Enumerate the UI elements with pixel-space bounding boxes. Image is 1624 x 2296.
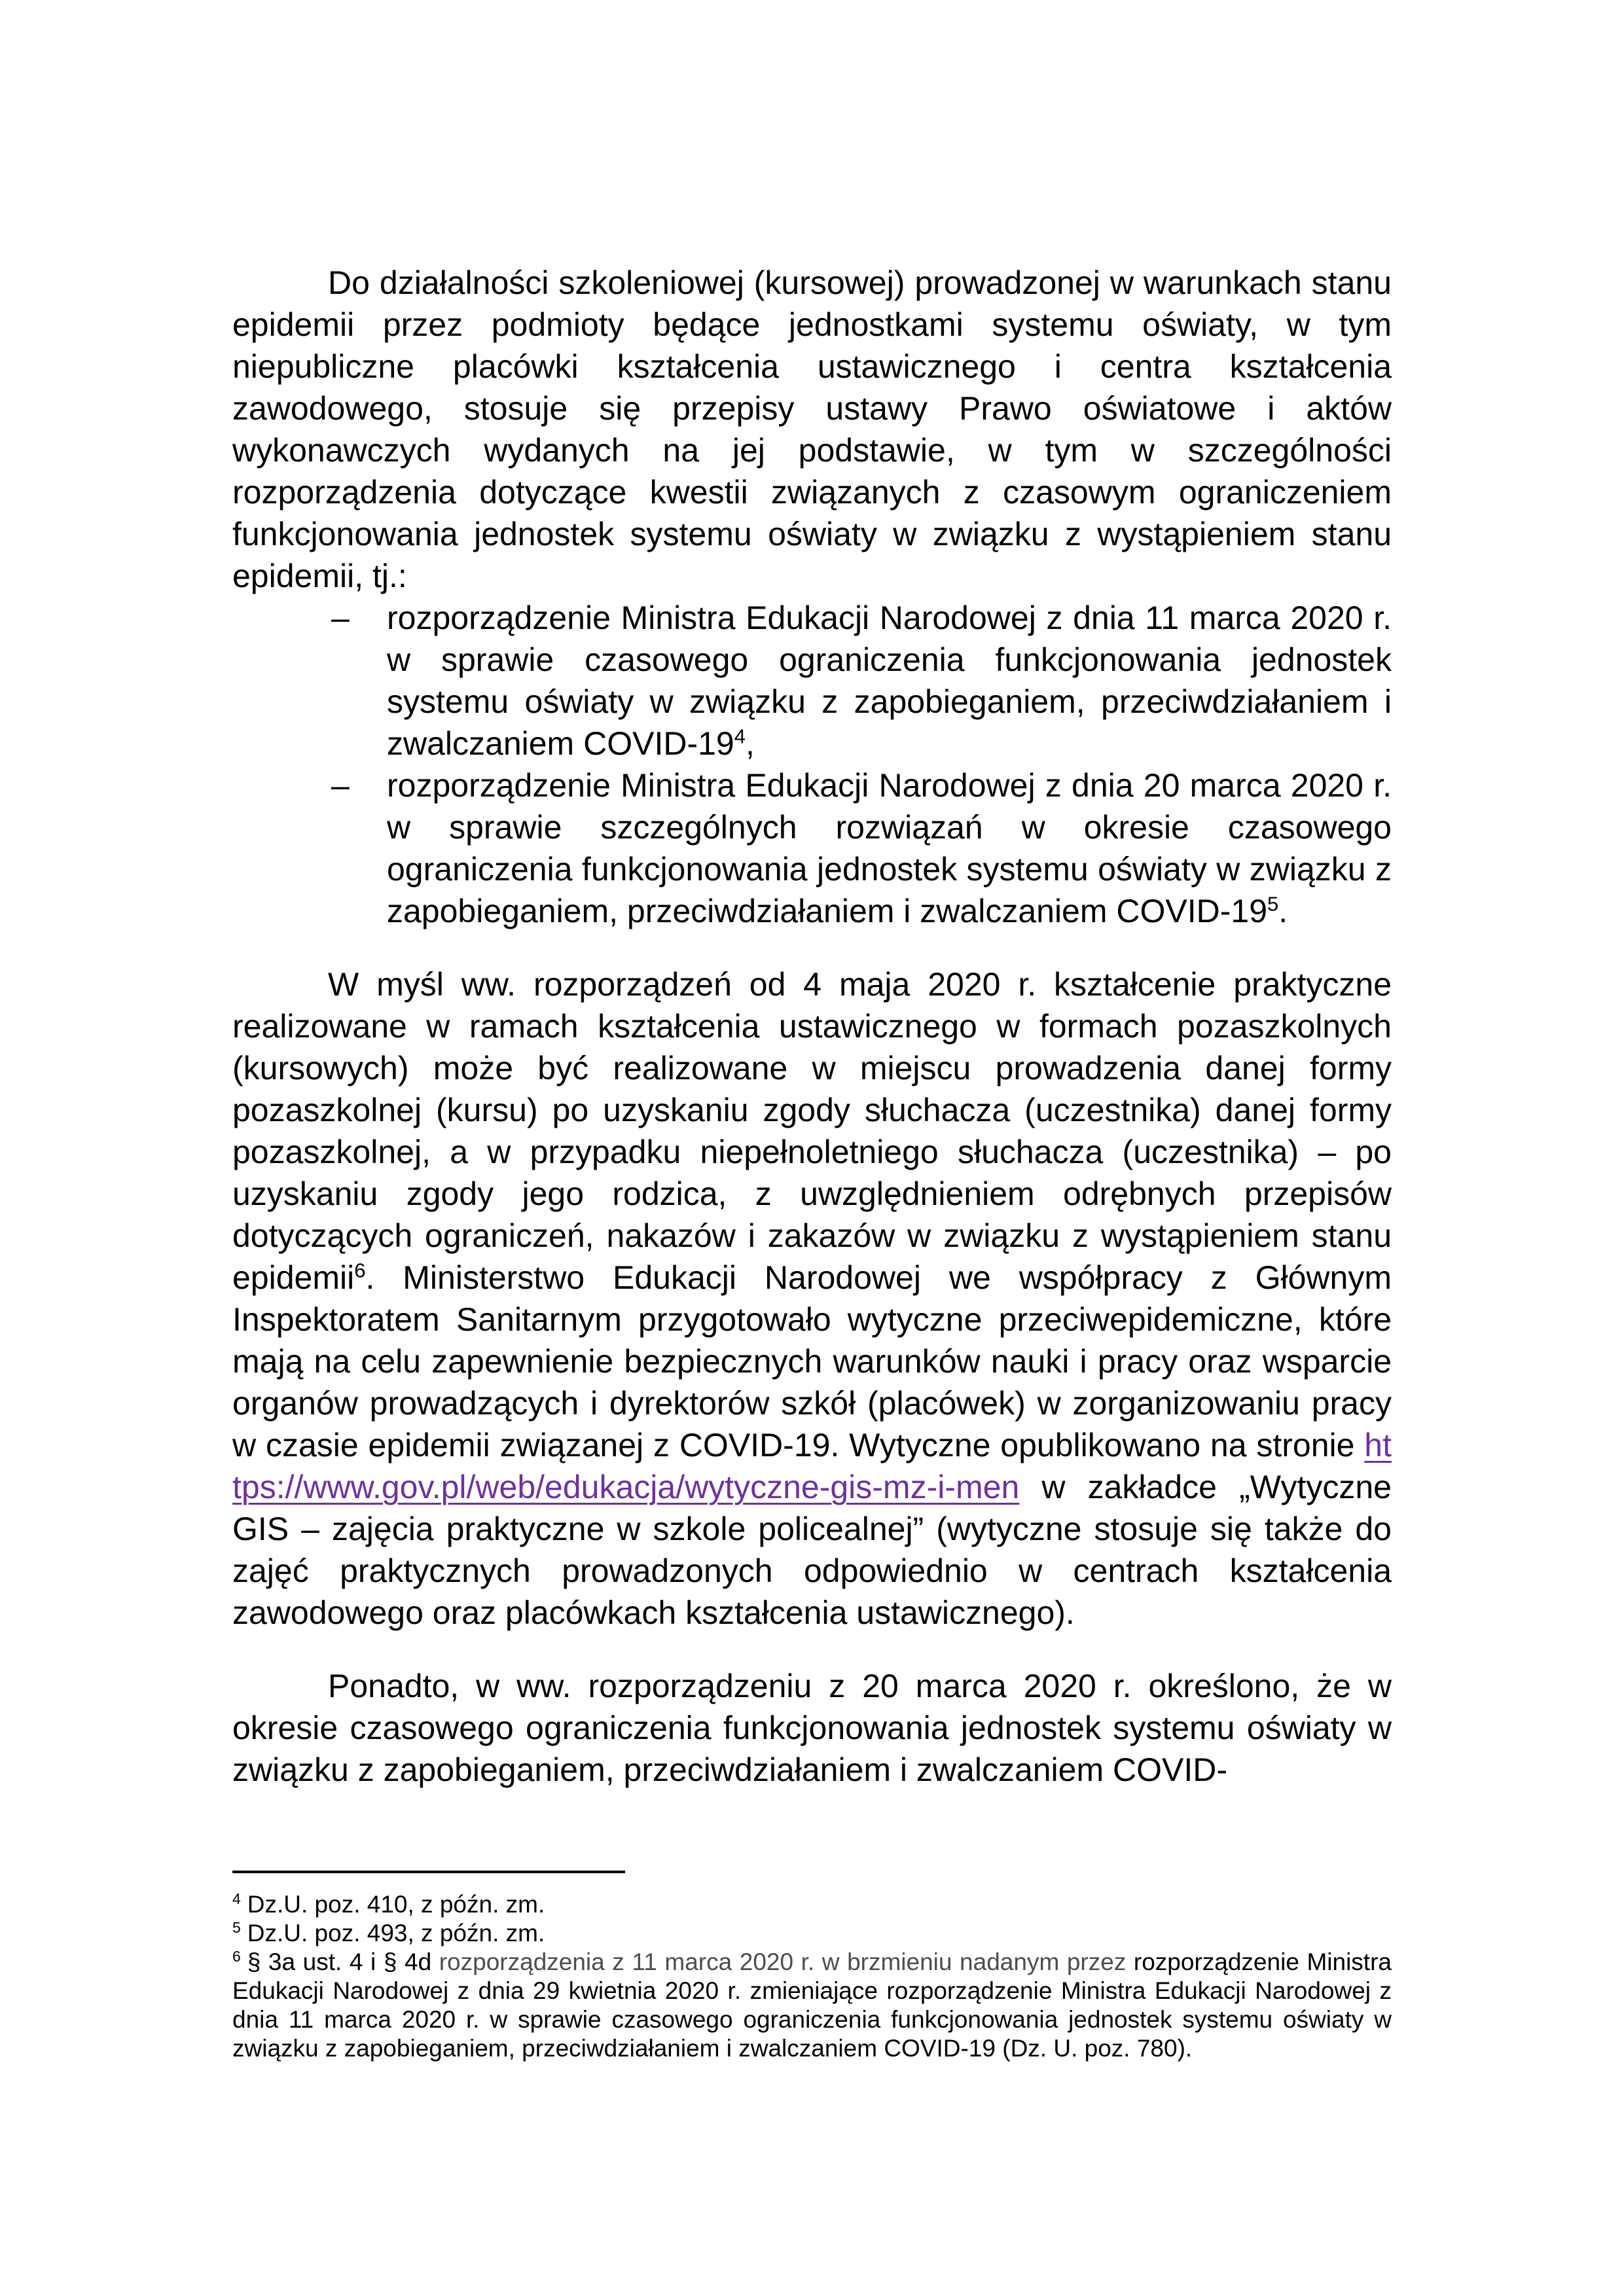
list-item-tail: , — [745, 725, 755, 762]
list-item-text: rozporządzenie Ministra Edukacji Narodowej z dnia 11 marca 2020 r. w sprawie czasowego ograniczenia funkcjonowania jednostek systemu oświaty w związku z zapobieganiem, przeciwdziałaniem i zwalczaniem COVID-19 — [387, 600, 1392, 762]
footnote-4 — [232, 1890, 1392, 1919]
footnote-marker: 6 — [232, 1947, 241, 1965]
footnote-marker: 4 — [232, 1890, 241, 1907]
footnote-marker: 5 — [232, 1918, 241, 1936]
footnote-5 — [232, 1919, 1392, 1948]
paragraph-ponadto: Ponadto, w ww. rozporządzeniu z 20 marca 2020 r. określono, że w okresie czasowego ograniczenia funkcjonowania jednostek systemu oświaty w związku z zapobieganiem, przeciwdziałaniem i zwalczaniem COVID- — [232, 1668, 1392, 1788]
paragraph-text: . Ministerstwo Edukacji Narodowej we współpracy z Głównym Inspektoratem Sanitarnym przygotowało wytyczne przeciwepidemiczne, które mają na celu zapewnienie bezpiecznych warunków nauki i pracy oraz wsparcie organów prowadzących i dyrektorów szkół (placówek) w zorganizowaniu pracy w czasie epidemii związanej z COVID-19. Wytyczne opublikowano na stronie — [232, 1259, 1392, 1463]
footnote-6 — [232, 1948, 1392, 2063]
paragraph-intro: Do działalności szkoleniowej (kursowej) prowadzonej w warunkach stanu epidemii przez podmioty będące jednostkami systemu oświaty, w tym niepubliczne placówki kształcenia ustawicznego i centra kształcenia zawodowego, stosuje się przepisy ustawy Prawo oświatowe i aktów wykonawczych wydanych na jej podstawie, w tym w szczególności rozporządzenia dotyczące kwestii związanych z czasowym ograniczeniem funkcjonowania jednostek systemu oświaty w związku z wystąpieniem stanu epidemii, tj.: — [232, 264, 1392, 594]
gov-guidelines-link[interactable]: https://www.gov.pl/web/edukacja/wytyczne-gis-mz-i-men — [232, 1427, 1392, 1505]
list-item-tail: . — [1278, 893, 1288, 929]
footnote-text: § 3a ust. 4 i § 4d — [247, 1948, 439, 1975]
paragraph-practical-training — [232, 963, 1392, 1634]
footnote-ref-5: 5 — [1267, 892, 1279, 916]
footnote-ref-6: 6 — [354, 1259, 366, 1282]
list-item-regulation-20-march — [232, 764, 1392, 932]
regulation-list — [232, 597, 1392, 932]
footnote-text: Dz.U. poz. 493, z późn. zm. — [247, 1920, 545, 1946]
document-body — [232, 262, 1392, 1791]
footnote-ref-4: 4 — [734, 725, 746, 748]
footnote-text-gray: rozporządzenia z 11 marca 2020 r. w brzmieniu nadanym przez — [439, 1948, 1134, 1975]
footnote-text: rozporządzenie Ministra Edukacji Narodowej z dnia 29 kwietnia 2020 r. zmieniające rozporządzenie Ministra Edukacji Narodowej z dnia 11 marca 2020 r. w sprawie czasowego ograniczenia funkcjonowania jednostek systemu oświaty w związku z zapobieganiem, przeciwdziałaniem i zwalczaniem COVID-19 (Dz. U. poz. 780). — [232, 1948, 1392, 2062]
footnotes-section — [232, 1871, 1392, 2063]
paragraph-text: w zakładce „Wytyczne GIS – zajęcia praktyczne w szkole policealnej” (wytyczne stosuje się także do zajęć praktycznych prowadzonych odpowiednio w centrach kształcenia zawodowego oraz placówkach kształcenia ustawicznego). — [232, 1469, 1392, 1631]
dash-bullet-icon: – — [331, 767, 350, 804]
footnote-text: Dz.U. poz. 410, z późn. zm. — [247, 1891, 545, 1918]
footnote-separator — [232, 1871, 625, 1873]
list-item-regulation-11-march — [232, 597, 1392, 764]
dash-bullet-icon: – — [331, 600, 350, 636]
paragraph-text: W myśl ww. rozporządzeń od 4 maja 2020 r. kształcenie praktyczne realizowane w ramach kształcenia ustawicznego w formach pozaszkolnych (kursowych) może być realizowane w miejscu prowadzenia danej formy pozaszkolnej (kursu) po uzyskaniu zgody słuchacza (uczestnika) danej formy pozaszkolnej, a w przypadku niepełnoletniego słuchacza (uczestnika) – po uzyskaniu zgody jego rodzica, z uwzględnieniem odrębnych przepisów dotyczących ograniczeń, nakazów i zakazów w związku z wystąpieniem stanu epidemii — [232, 966, 1392, 1296]
list-item-text: rozporządzenie Ministra Edukacji Narodowej z dnia 20 marca 2020 r. w sprawie szczególnych rozwiązań w okresie czasowego ograniczenia funkcjonowania jednostek systemu oświaty w związku z zapobieganiem, przeciwdziałaniem i zwalczaniem COVID-19 — [387, 767, 1392, 929]
